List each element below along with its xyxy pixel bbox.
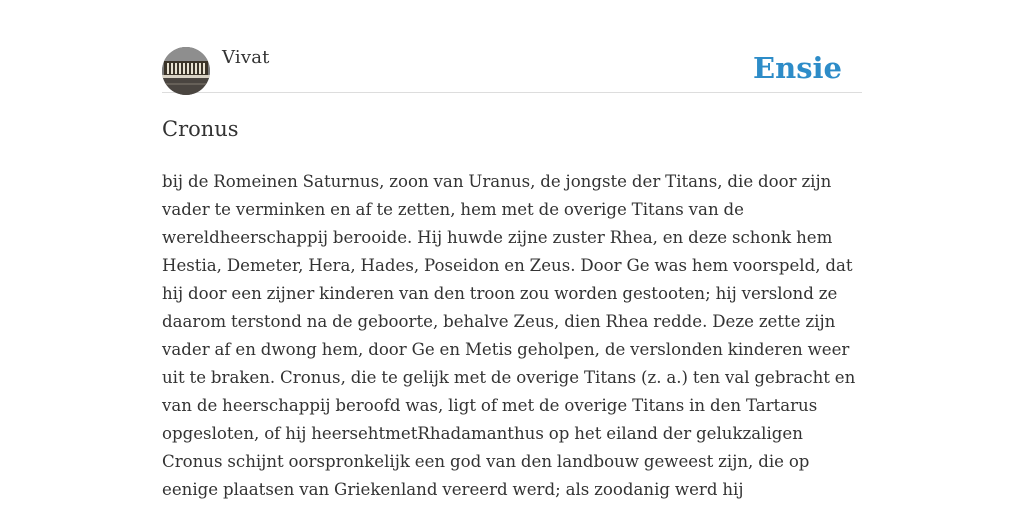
brand-logo[interactable]: Ensie	[753, 51, 842, 85]
article-body: bij de Romeinen Saturnus, zoon van Uranus, de jongste der Titans, die door zijn vader te verminken en af te zetten, hem met de overige Titans van de wereldheerschappij berooide. Hij huwde zijne zuster Rhea, en deze schonk hem Hestia, Demeter, Hera, Hades, Poseidon en Zeus. Door Ge was hem voorspeld, dat hij door een zijner kinderen van den troon zou worden gestooten; hij verslond ze daarom terstond na de geboorte, behalve Zeus, dien Rhea redde. Deze zette zijn vader af en dwong hem, door Ge en Metis geholpen, de verslonden kinderen weer uit te braken. Cronus, die te gelijk met de overige Titans (z. a.) ten val gebracht en van de heerschappij beroofd was, ligt of met de overige Titans in den Tartarus opgesloten, of hij heersehtmetRhadamanthus op het eiland der gelukzaligen Cronus schijnt oorspronkelijk een god van den landbouw geweest zijn, die op eenige plaatsen van Griekenland vereerd werd; als zoodanig werd hij	[162, 172, 856, 499]
avatar-image	[162, 47, 210, 95]
author-avatar[interactable]	[162, 47, 210, 95]
author-name[interactable]: Vivat	[222, 47, 270, 68]
header	[162, 46, 862, 93]
article-title: Cronus	[162, 117, 239, 141]
